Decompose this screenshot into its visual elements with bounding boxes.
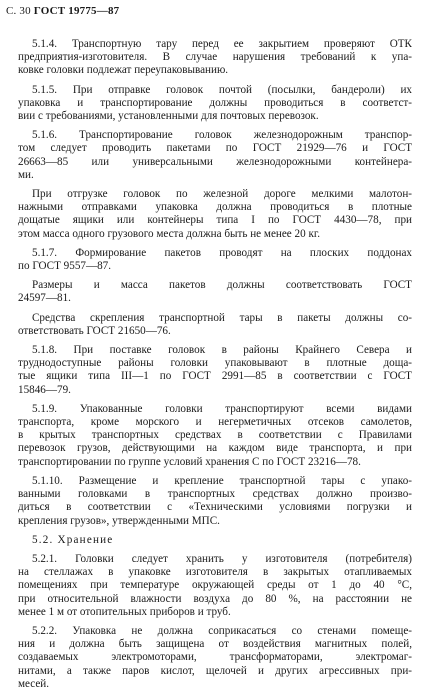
paragraph: [18, 344, 412, 397]
text-line: ванными головками в транспортных средствах должно произво-: [18, 488, 412, 501]
text-line: помещениях при температуре окружающей среды от 1 до 40 °С,: [18, 579, 412, 592]
text-line: дощатые ящики или контейнеры типа I по ГОСТ 4430—78, при: [18, 214, 412, 227]
section-heading: 5.2. Хранение: [32, 533, 114, 546]
text-line: нитами, а также паров кислот, щелочей и других агрессивных при-: [18, 664, 412, 677]
text-line: 5.1.10. Размещение и крепление транспортной тары с упако-: [32, 474, 412, 487]
text-line: создаваемых электромоторами, трансформаторами, электромаг-: [18, 651, 412, 664]
text-line: При отгрузке головок по железной дороге мелкими малотон-: [32, 188, 412, 201]
paragraphs-section-5-2: [18, 553, 412, 691]
text-line: упаковка и транспортирование должны проводиться в соответст-: [18, 96, 412, 109]
text-line: этом масса одного грузового места должна быть не менее 20 кг.: [18, 227, 320, 240]
text-line: менее 1 м от отопительных приборов и труб.: [18, 605, 231, 618]
text-line: 26663—85 или универсальными железнодорожными контейнера-: [18, 155, 412, 168]
text-line: перевозок грузов, действующими на каждом виде транспорта, и при: [18, 442, 412, 455]
paragraph: [18, 553, 412, 619]
text-line: ми.: [18, 168, 34, 181]
text-line: труднодоступные районы головки упаковывают в плотные доща-: [18, 357, 412, 370]
text-line: при относительной влажности воздуха до 80 %, на расстоянии не: [18, 592, 412, 605]
paragraph: [18, 312, 412, 338]
text-line: в крытых транспортных средствах в соответствии с Правилами: [18, 429, 412, 442]
text-line: месей.: [18, 677, 50, 690]
paragraph: [18, 403, 412, 469]
text-line: 5.1.7. Формирование пакетов проводят на плоских поддонах: [32, 246, 412, 259]
paragraph: [18, 84, 412, 124]
text-line: 5.1.6. Транспортирование головок железнодорожным транспор-: [32, 129, 412, 142]
text-line: 24597—81.: [18, 292, 71, 305]
paragraph: [18, 279, 412, 305]
text-line: Размеры и масса пакетов должны соответствовать ГОСТ: [32, 279, 412, 292]
paragraph: [18, 475, 412, 528]
page-header: [6, 5, 119, 17]
text-line: транспорта, кроме морского и негерметичных отсеков самолетов,: [18, 416, 412, 429]
paragraph: [18, 625, 412, 691]
page-number: С. 30: [6, 5, 31, 17]
text-line: 5.2.1. Головки следует хранить у изготовителя (потребителя): [32, 552, 412, 565]
document-body: [18, 38, 412, 697]
text-line: предприятия-изготовителя. В случае нарушения требований к упа-: [18, 51, 412, 64]
text-line: том следует проводить пакетами по ГОСТ 21929—76 и ГОСТ: [18, 142, 412, 155]
text-line: нажными отправками упаковка должна проводиться в плотные: [18, 201, 412, 214]
text-line: ковке головки подлежат переупаковыванию.: [18, 64, 229, 77]
text-line: крепления грузов», утвержденными МПС.: [18, 514, 220, 527]
paragraph: [18, 188, 412, 241]
text-line: на стеллажах в упаковке изготовителя в закрытых отапливаемых: [18, 566, 412, 579]
text-line: 5.1.5. При отправке головок почтой (посылки, бандероли) их: [32, 83, 412, 96]
paragraph: [18, 38, 412, 78]
text-line: 15846—79.: [18, 383, 71, 396]
text-line: Средства скрепления транспортной тары в пакеты должны со-: [32, 311, 412, 324]
paragraph: [18, 247, 412, 273]
text-line: 5.2.2. Упаковка не должна соприкасаться со стенами помеще-: [32, 624, 412, 637]
text-line: 5.1.8. При поставке головок в районы Крайнего Севера и: [32, 344, 412, 357]
text-line: диться в соответствии с «Техническими условиями погрузки и: [18, 501, 412, 514]
document-code: ГОСТ 19775—87: [33, 5, 120, 17]
text-line: тые ящики типа III—1 по ГОСТ 2991—85 в соответствии с ГОСТ: [18, 370, 412, 383]
text-line: ответствовать ГОСТ 21650—76.: [18, 324, 171, 337]
paragraph: [18, 129, 412, 182]
text-line: 5.1.4. Транспортную тару перед ее закрытием проверяют ОТК: [32, 38, 412, 50]
text-line: ния и должна быть защищена от воздействия магнитных полей,: [18, 638, 412, 651]
text-line: транспортировании по группе условий хранения С по ГОСТ 23216—78.: [18, 455, 361, 468]
text-line: по ГОСТ 9557—87.: [18, 260, 112, 273]
paragraphs-section-5-1: [18, 38, 412, 528]
text-line: вии с требованиями, установленными для почтовых перевозок.: [18, 110, 319, 123]
text-line: 5.1.9. Упакованные головки транспортируют всеми видами: [32, 402, 412, 415]
